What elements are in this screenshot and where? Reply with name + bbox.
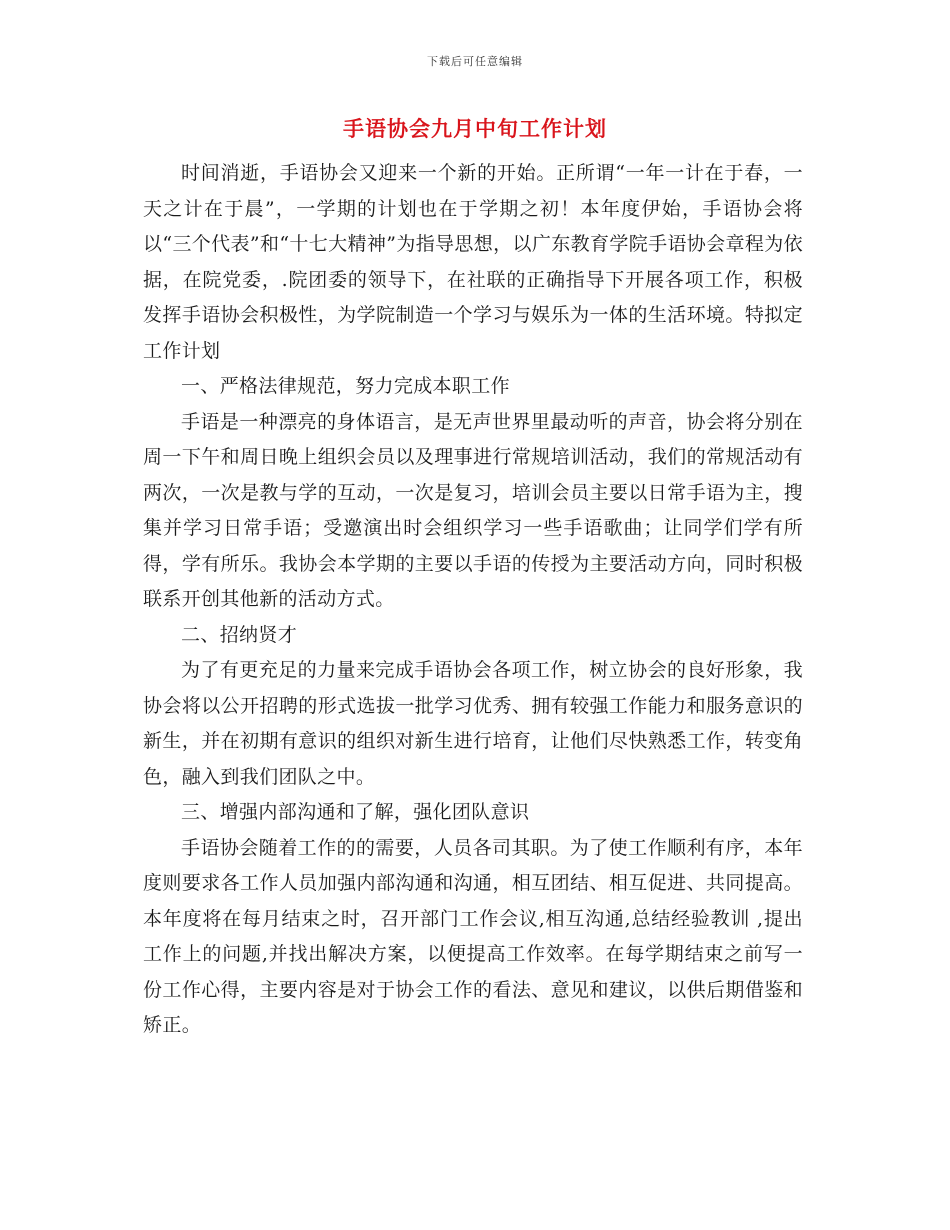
section-heading-3: 三、增强内部沟通和了解，强化团队意识 [181,801,530,823]
intro-paragraph: 时间消逝，手语协会又迎来一个新的开始。正所谓“一年一计在于春，一天之计在于晨”，一学期的计划也在于学期之初！本年度伊始，手语协会将以“三个代表”和“十七大精神”为指导思想，以广东教育学院手语协会章程为依据，在院党委，.院团委的领导下，在社联的正确指导下开展各项工作，积极发挥手语协会积极性，为学院制造一个学习与娱乐为一体的生活环境。特拟定工作计划 [143,162,803,362]
section-heading-2: 二、招纳贤才 [181,623,298,646]
document-title: 手语协会九月中旬工作计划 [343,116,607,141]
document-body [143,156,803,1044]
header-note: 下载后可任意编辑 [427,55,523,68]
section-heading-1: 一、严格法律规范，努力完成本职工作 [181,375,510,397]
section-paragraph-2: 为了有更充足的力量来完成手语协会各项工作，树立协会的良好形象，我协会将以公开招聘的形式选拔一批学习优秀、拥有较强工作能力和服务意识的新生，并在初期有意识的组织对新生进行培育，让他们尽快熟悉工作，转变角色，融入到我们团队之中。 [143,659,803,788]
section-paragraph-3: 手语协会随着工作的的需要，人员各司其职。为了使工作顺利有序，本年度则要求各工作人员加强内部沟通和沟通，相互团结、相互促进、共同提高。本年度将在每月结束之时，召开部门工作会议,相互沟通,总结经验教训 ,提出工作上的问题,并找出解决方案，以便提高工作效率。在每学期结束之前写一份工作心得，主要内容是对于协会工作的看法、意见和建议，以供后期借鉴和矫正。 [143,836,803,1036]
section-paragraph-1: 手语是一种漂亮的身体语言，是无声世界里最动听的声音，协会将分别在周一下午和周日晚上组织会员以及理事进行常规培训活动，我们的常规活动有两次，一次是教与学的互动，一次是复习，培训会员主要以日常手语为主，搜集并学习日常手语；受邀演出时会组织学习一些手语歌曲；让同学们学有所得，学有所乐。我协会本学期的主要以手语的传授为主要活动方向，同时积极联系开创其他新的活动方式。 [143,410,803,610]
